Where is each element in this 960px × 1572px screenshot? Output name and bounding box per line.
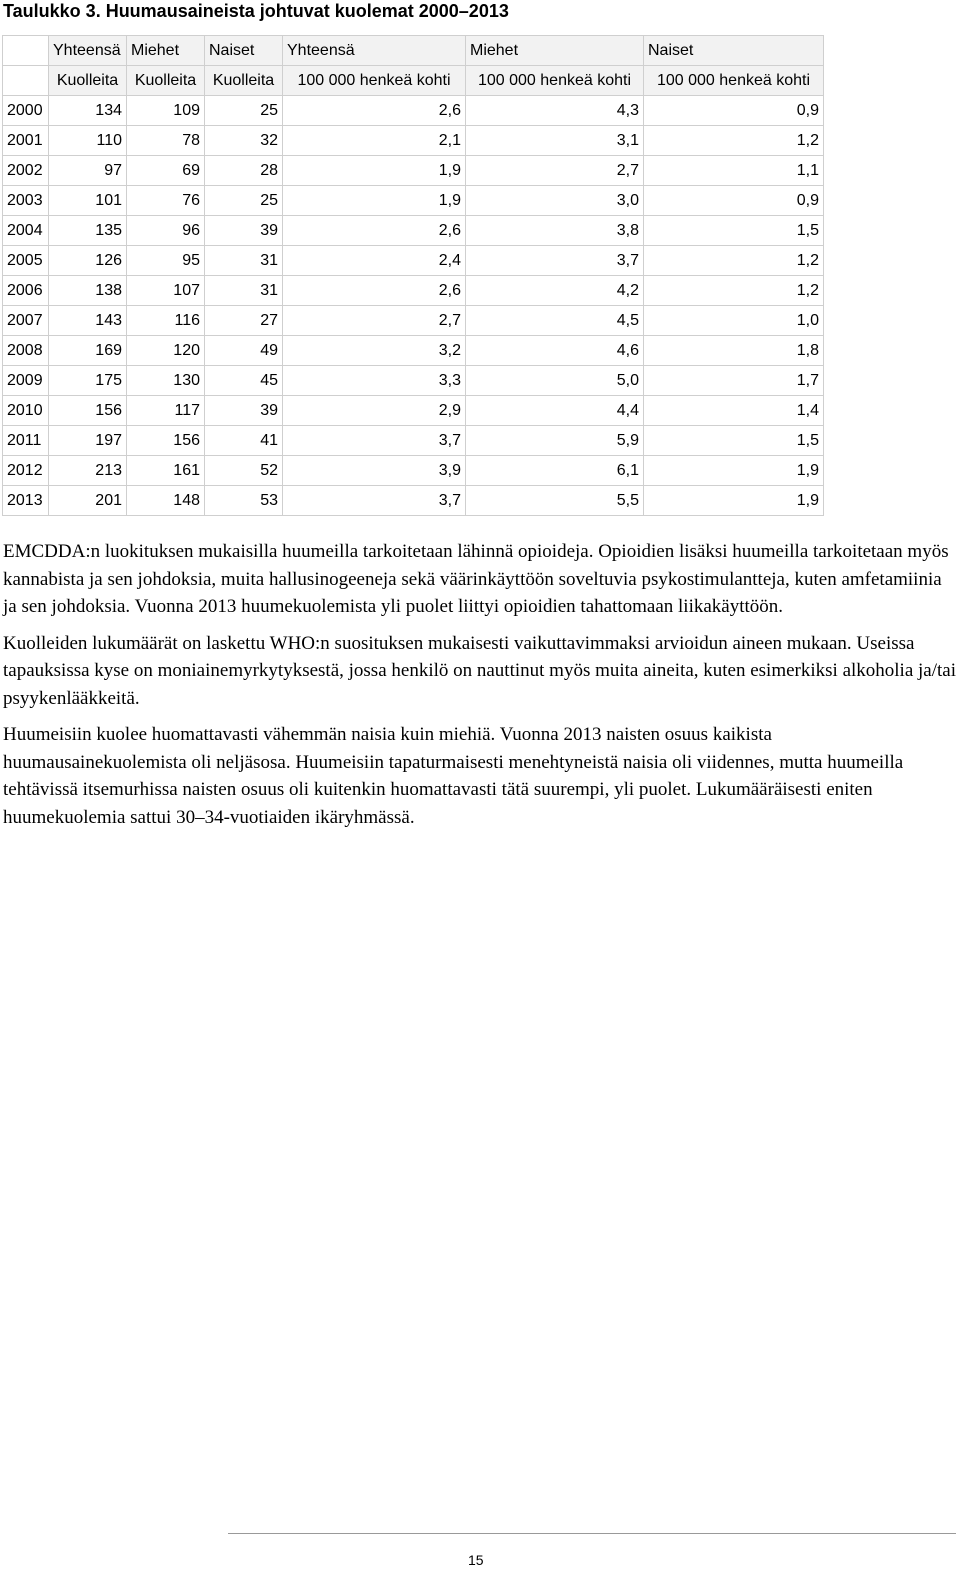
value-cell: 3,0 bbox=[466, 186, 644, 216]
header-cell: Kuolleita bbox=[205, 66, 283, 96]
value-cell: 1,9 bbox=[644, 456, 824, 486]
value-cell: 3,9 bbox=[283, 456, 466, 486]
table-row bbox=[3, 96, 824, 126]
header-cell: Naiset bbox=[644, 36, 824, 66]
value-cell: 138 bbox=[49, 276, 127, 306]
value-cell: 101 bbox=[49, 186, 127, 216]
header-cell: Kuolleita bbox=[49, 66, 127, 96]
table-row bbox=[3, 246, 824, 276]
value-cell: 2,7 bbox=[283, 306, 466, 336]
header-cell bbox=[3, 66, 49, 96]
year-cell: 2005 bbox=[3, 246, 49, 276]
value-cell: 130 bbox=[127, 366, 205, 396]
value-cell: 3,7 bbox=[466, 246, 644, 276]
year-cell: 2011 bbox=[3, 426, 49, 456]
value-cell: 49 bbox=[205, 336, 283, 366]
value-cell: 31 bbox=[205, 246, 283, 276]
value-cell: 143 bbox=[49, 306, 127, 336]
year-cell: 2004 bbox=[3, 216, 49, 246]
value-cell: 107 bbox=[127, 276, 205, 306]
table-row bbox=[3, 276, 824, 306]
value-cell: 116 bbox=[127, 306, 205, 336]
value-cell: 25 bbox=[205, 96, 283, 126]
value-cell: 2,4 bbox=[283, 246, 466, 276]
table-row bbox=[3, 426, 824, 456]
table-title: Taulukko 3. Huumausaineista johtuvat kuolemat 2000–2013 bbox=[3, 1, 509, 21]
year-cell: 2002 bbox=[3, 156, 49, 186]
value-cell: 96 bbox=[127, 216, 205, 246]
year-cell: 2013 bbox=[3, 486, 49, 516]
value-cell: 1,8 bbox=[644, 336, 824, 366]
value-cell: 28 bbox=[205, 156, 283, 186]
year-cell: 2010 bbox=[3, 396, 49, 426]
table-row bbox=[3, 156, 824, 186]
value-cell: 25 bbox=[205, 186, 283, 216]
value-cell: 2,6 bbox=[283, 96, 466, 126]
value-cell: 117 bbox=[127, 396, 205, 426]
year-cell: 2008 bbox=[3, 336, 49, 366]
header-cell: Kuolleita bbox=[127, 66, 205, 96]
year-cell: 2006 bbox=[3, 276, 49, 306]
value-cell: 1,7 bbox=[644, 366, 824, 396]
value-cell: 2,7 bbox=[466, 156, 644, 186]
header-cell: Yhteensä bbox=[49, 36, 127, 66]
value-cell: 0,9 bbox=[644, 186, 824, 216]
value-cell: 4,3 bbox=[466, 96, 644, 126]
table-row bbox=[3, 366, 824, 396]
value-cell: 1,2 bbox=[644, 126, 824, 156]
value-cell: 1,9 bbox=[283, 186, 466, 216]
table-row bbox=[3, 186, 824, 216]
table-row bbox=[3, 336, 824, 366]
value-cell: 1,9 bbox=[644, 486, 824, 516]
table-header-row-top bbox=[3, 36, 824, 66]
header-cell: Miehet bbox=[466, 36, 644, 66]
table-row bbox=[3, 216, 824, 246]
header-cell bbox=[3, 36, 49, 66]
value-cell: 95 bbox=[127, 246, 205, 276]
year-cell: 2003 bbox=[3, 186, 49, 216]
value-cell: 39 bbox=[205, 396, 283, 426]
value-cell: 6,1 bbox=[466, 456, 644, 486]
value-cell: 5,9 bbox=[466, 426, 644, 456]
value-cell: 1,4 bbox=[644, 396, 824, 426]
value-cell: 169 bbox=[49, 336, 127, 366]
value-cell: 3,7 bbox=[283, 426, 466, 456]
value-cell: 3,2 bbox=[283, 336, 466, 366]
value-cell: 1,9 bbox=[283, 156, 466, 186]
header-cell: 100 000 henkeä kohti bbox=[466, 66, 644, 96]
value-cell: 1,0 bbox=[644, 306, 824, 336]
header-cell: 100 000 henkeä kohti bbox=[644, 66, 824, 96]
value-cell: 197 bbox=[49, 426, 127, 456]
value-cell: 1,2 bbox=[644, 246, 824, 276]
value-cell: 4,4 bbox=[466, 396, 644, 426]
table-row bbox=[3, 396, 824, 426]
header-cell: Yhteensä bbox=[283, 36, 466, 66]
value-cell: 41 bbox=[205, 426, 283, 456]
page-number: 15 bbox=[468, 1552, 484, 1568]
value-cell: 120 bbox=[127, 336, 205, 366]
header-cell: 100 000 henkeä kohti bbox=[283, 66, 466, 96]
header-cell: Miehet bbox=[127, 36, 205, 66]
year-cell: 2000 bbox=[3, 96, 49, 126]
value-cell: 76 bbox=[127, 186, 205, 216]
value-cell: 213 bbox=[49, 456, 127, 486]
value-cell: 3,3 bbox=[283, 366, 466, 396]
value-cell: 110 bbox=[49, 126, 127, 156]
value-cell: 78 bbox=[127, 126, 205, 156]
body-text bbox=[3, 538, 958, 840]
value-cell: 2,6 bbox=[283, 276, 466, 306]
value-cell: 1,2 bbox=[644, 276, 824, 306]
value-cell: 69 bbox=[127, 156, 205, 186]
paragraph: Kuolleiden lukumäärät on laskettu WHO:n suosituksen mukaisesti vaikuttavimmaksi arvioidun aineen mukaan. Useissa tapauksissa kyse on moniainemyrkytyksestä, jossa henkilö on nauttinut myös muita aineita, kuten esimerkiksi alkoholia ja/tai psyykenlääkkeitä. bbox=[3, 632, 956, 709]
table-row bbox=[3, 126, 824, 156]
value-cell: 156 bbox=[49, 396, 127, 426]
header-cell: Naiset bbox=[205, 36, 283, 66]
value-cell: 0,9 bbox=[644, 96, 824, 126]
value-cell: 45 bbox=[205, 366, 283, 396]
value-cell: 2,9 bbox=[283, 396, 466, 426]
year-cell: 2009 bbox=[3, 366, 49, 396]
value-cell: 3,1 bbox=[466, 126, 644, 156]
value-cell: 3,8 bbox=[466, 216, 644, 246]
value-cell: 1,1 bbox=[644, 156, 824, 186]
value-cell: 32 bbox=[205, 126, 283, 156]
value-cell: 201 bbox=[49, 486, 127, 516]
value-cell: 3,7 bbox=[283, 486, 466, 516]
value-cell: 52 bbox=[205, 456, 283, 486]
year-cell: 2012 bbox=[3, 456, 49, 486]
footer-divider bbox=[228, 1533, 956, 1534]
value-cell: 4,2 bbox=[466, 276, 644, 306]
table-row bbox=[3, 306, 824, 336]
table-body bbox=[3, 96, 824, 516]
value-cell: 4,6 bbox=[466, 336, 644, 366]
value-cell: 5,5 bbox=[466, 486, 644, 516]
value-cell: 2,1 bbox=[283, 126, 466, 156]
value-cell: 156 bbox=[127, 426, 205, 456]
value-cell: 39 bbox=[205, 216, 283, 246]
value-cell: 5,0 bbox=[466, 366, 644, 396]
value-cell: 134 bbox=[49, 96, 127, 126]
table-row bbox=[3, 456, 824, 486]
value-cell: 2,6 bbox=[283, 216, 466, 246]
value-cell: 97 bbox=[49, 156, 127, 186]
value-cell: 53 bbox=[205, 486, 283, 516]
paragraph: EMCDDA:n luokituksen mukaisilla huumeilla tarkoitetaan lähinnä opioideja. Opioidien lisäksi huumeilla tarkoitetaan myös kannabista ja sen johdoksia, muita hallusinogeeneja sekä väärinkäyttöön soveltuvia psykostimulantteja, kuten amfetamiinia ja sen johdoksia. Vuonna 2013 huumekuolemista yli puolet liittyi opioidien tahattomaan liikakäyttöön. bbox=[3, 541, 949, 617]
table-header-row-sub bbox=[3, 66, 824, 96]
year-cell: 2001 bbox=[3, 126, 49, 156]
value-cell: 31 bbox=[205, 276, 283, 306]
value-cell: 148 bbox=[127, 486, 205, 516]
value-cell: 1,5 bbox=[644, 216, 824, 246]
value-cell: 27 bbox=[205, 306, 283, 336]
paragraph: Huumeisiin kuolee huomattavasti vähemmän naisia kuin miehiä. Vuonna 2013 naisten osuus kaikista huumausainekuolemista oli neljäsosa. Huumeisiin tapaturmaisesti menehtyneistä naisia oli viidennes, mutta huumeilla tehtävissä itsemurhissa naisten osuus oli kuitenkin huomattavasti tätä suurempi, yli puolet. Lukumääräisesti eniten huumekuolemia sattui 30–34-vuotiaiden ikäryhmässä. bbox=[3, 724, 904, 828]
value-cell: 175 bbox=[49, 366, 127, 396]
value-cell: 4,5 bbox=[466, 306, 644, 336]
value-cell: 135 bbox=[49, 216, 127, 246]
value-cell: 126 bbox=[49, 246, 127, 276]
deaths-table bbox=[2, 35, 824, 516]
year-cell: 2007 bbox=[3, 306, 49, 336]
value-cell: 1,5 bbox=[644, 426, 824, 456]
value-cell: 161 bbox=[127, 456, 205, 486]
table-row bbox=[3, 486, 824, 516]
value-cell: 109 bbox=[127, 96, 205, 126]
